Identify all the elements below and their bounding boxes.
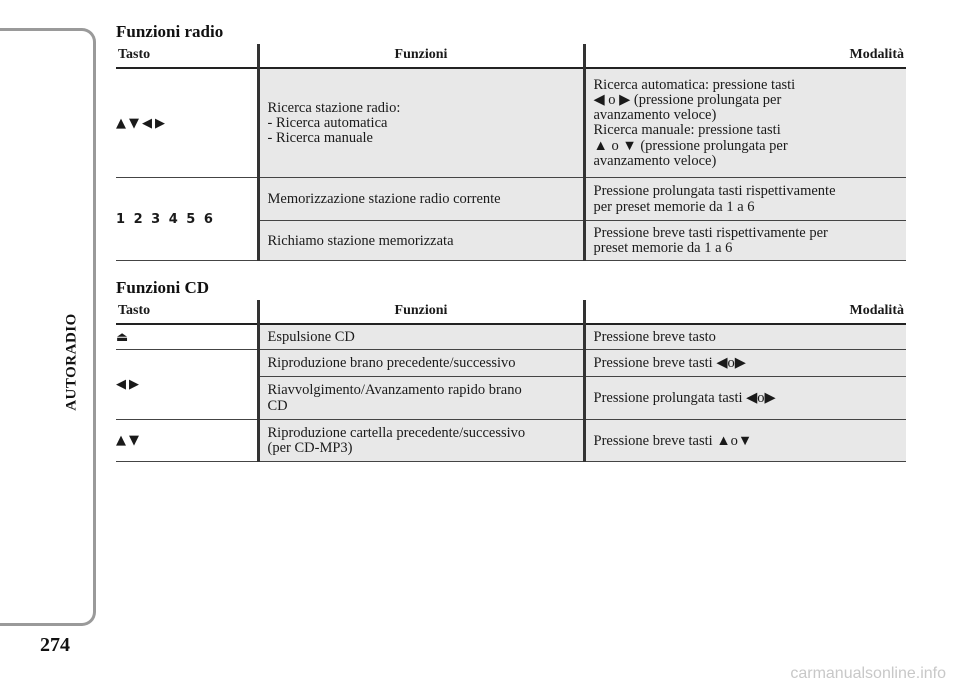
mode-line: avanzamento veloce) (593, 107, 717, 124)
function-cell (258, 377, 584, 420)
mode-cell: Pressione breve tasto (584, 324, 906, 350)
mode-line: ◀ o ▶ (pressione prolungata per (593, 92, 782, 108)
table-header-row (116, 44, 906, 68)
column-header-mode: Modalità (584, 300, 906, 324)
mode-line: Ricerca manuale: pressione tasti (593, 122, 781, 139)
radio-functions-table (116, 44, 906, 261)
radio-section-title: Funzioni radio (116, 22, 224, 41)
function-line: - Ricerca automatica (267, 114, 388, 131)
arrow-keys-label: ▲▼◀▶ (116, 68, 258, 178)
mode-line: Pressione breve tasti rispettivamente per (593, 224, 828, 241)
cd-section-title: Funzioni CD (116, 278, 210, 297)
watermark: carmanualsonline.info (790, 665, 946, 682)
mode-cell: Pressione prolungata tasti ◀o▶ (584, 377, 906, 420)
function-line: (per CD-MP3) (267, 440, 353, 457)
mode-line: preset memorie da 1 a 6 (593, 240, 733, 257)
mode-line: Pressione prolungata tasti rispettivamente (593, 183, 836, 200)
column-header-function: Funzioni (258, 44, 584, 68)
table-row (116, 420, 906, 462)
function-cell (258, 68, 584, 178)
function-line: - Ricerca manuale (267, 130, 373, 147)
function-line: Riavvolgimento/Avanzamento rapido brano (267, 382, 522, 399)
function-line: Riproduzione cartella precedente/successivo (267, 424, 526, 441)
function-line: Ricerca stazione radio: (267, 99, 401, 116)
function-cell: Riproduzione brano precedente/successivo (258, 350, 584, 377)
mode-line: per preset memorie da 1 a 6 (593, 198, 755, 215)
table-header-row (116, 300, 906, 324)
chapter-label: AUTORADIO (63, 313, 80, 411)
mode-cell: Pressione breve tasti ◀o▶ (584, 350, 906, 377)
up-down-keys-label: ▲▼ (116, 420, 258, 462)
chapter-tab (0, 28, 96, 626)
table-row (116, 324, 906, 350)
preset-keys-label: 1 2 3 4 5 6 (116, 178, 258, 261)
mode-cell (584, 221, 906, 261)
mode-line: ▲ o ▼ (pressione prolungata per (593, 137, 788, 154)
cd-functions-table (116, 300, 906, 462)
column-header-function: Funzioni (258, 300, 584, 324)
mode-line: Ricerca automatica: pressione tasti (593, 76, 796, 93)
mode-line: avanzamento veloce) (593, 152, 717, 169)
function-cell: Richiamo stazione memorizzata (258, 221, 584, 261)
function-cell: Memorizzazione stazione radio corrente (258, 178, 584, 221)
function-line: CD (267, 397, 288, 414)
table-row (116, 350, 906, 377)
mode-cell: Pressione breve tasti ▲o▼ (584, 420, 906, 462)
function-cell (258, 420, 584, 462)
column-header-key: Tasto (116, 44, 258, 68)
column-header-key: Tasto (116, 300, 258, 324)
column-header-mode: Modalità (584, 44, 906, 68)
table-row (116, 178, 906, 221)
left-right-keys-label: ◀▶ (116, 350, 258, 420)
mode-cell (584, 68, 906, 178)
table-row (116, 68, 906, 178)
mode-cell (584, 178, 906, 221)
function-cell: Espulsione CD (258, 324, 584, 350)
eject-icon: ⏏ (116, 324, 258, 350)
page-number: 274 (40, 634, 70, 656)
